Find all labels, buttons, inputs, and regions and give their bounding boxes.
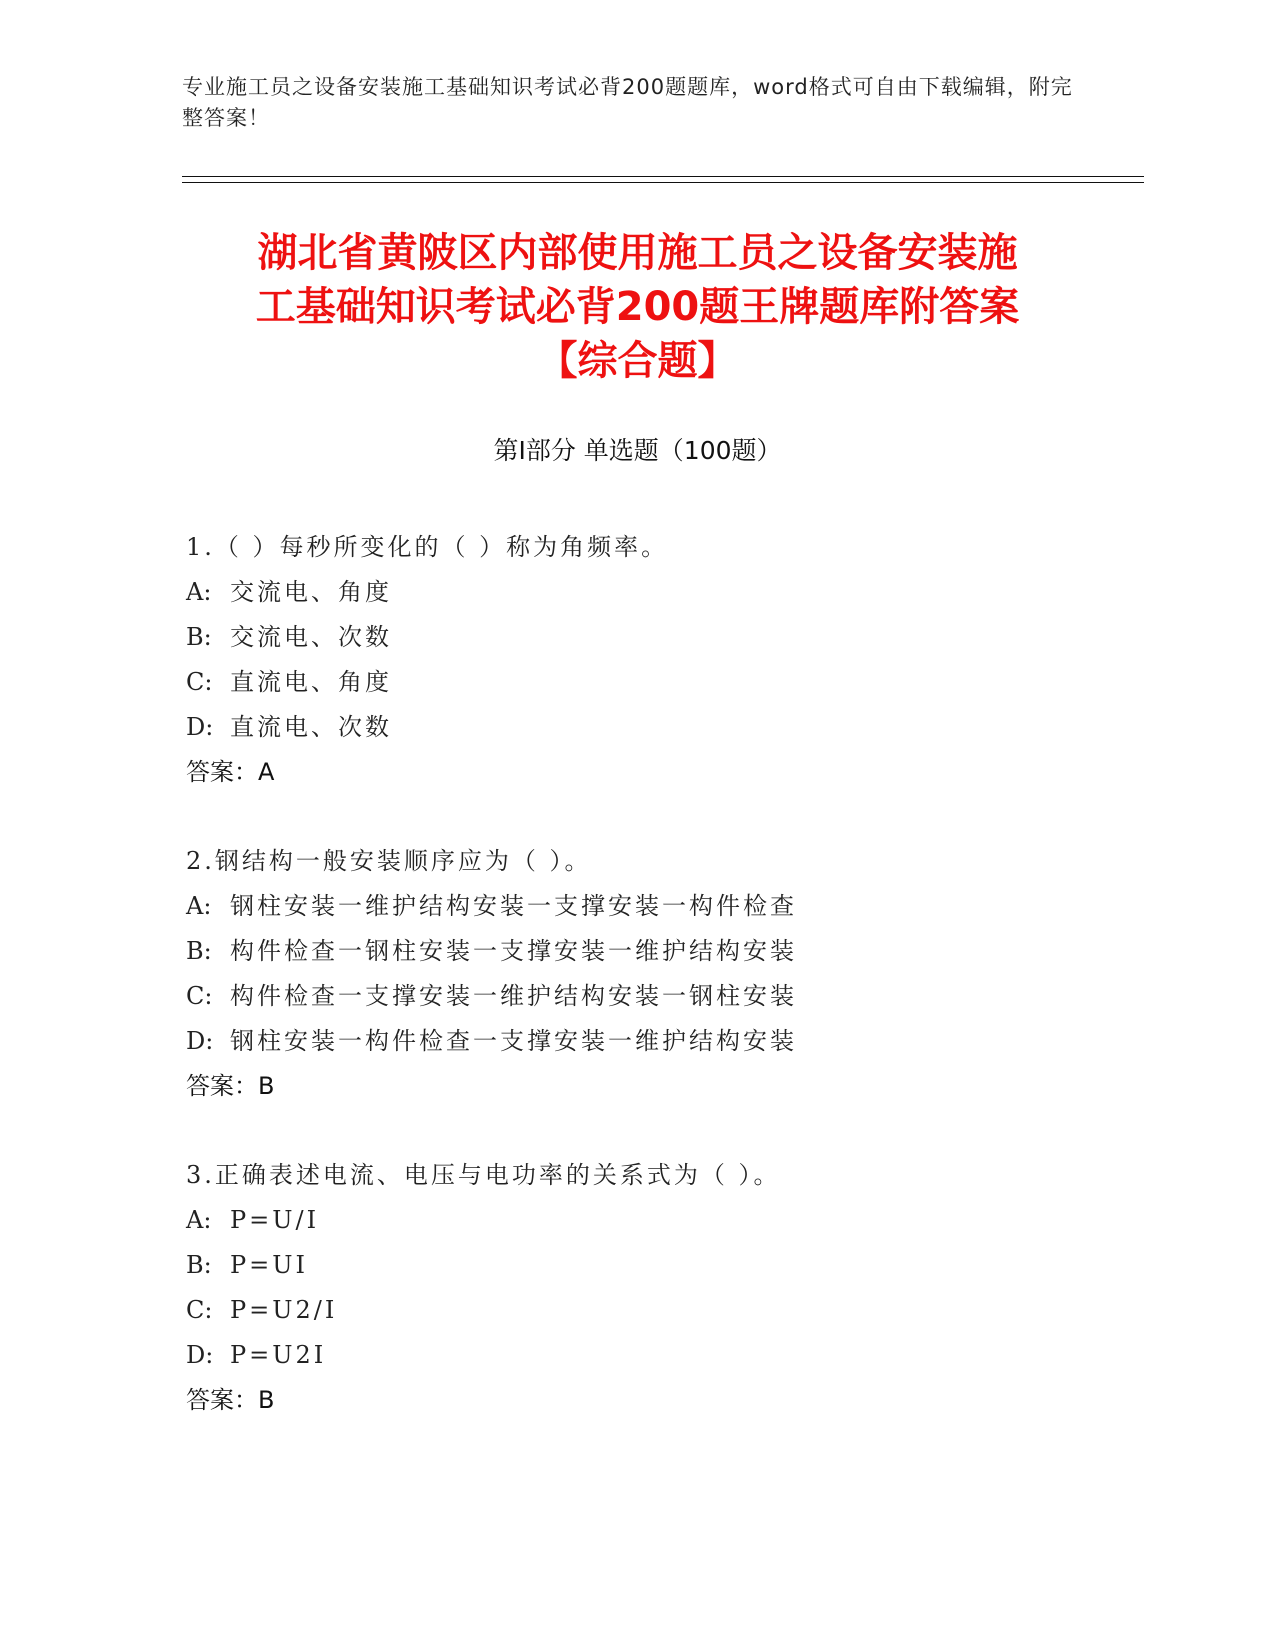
option-letter: D:: [186, 1341, 214, 1369]
answer-line: [186, 750, 1086, 795]
title-line-1: 湖北省黄陂区内部使用施工员之设备安装施: [257, 230, 1018, 276]
header-note: 专业施工员之设备安装施工基础知识考试必背200题题库，word格式可自由下载编辑，附完整答案！: [182, 75, 1073, 130]
answer-value: B: [258, 1386, 275, 1414]
option-c: [186, 974, 1086, 1019]
answer-value: B: [258, 1072, 275, 1100]
option-text: 直流电、角度: [230, 668, 392, 696]
option-text: 构件检查一钢柱安装一支撑安装一维护结构安装: [230, 937, 797, 965]
option-text: P=U2/I: [230, 1296, 338, 1324]
option-c: [186, 660, 1086, 705]
option-letter: D:: [186, 713, 214, 741]
option-text: 直流电、次数: [230, 713, 392, 741]
option-letter: C:: [186, 982, 213, 1010]
option-letter: C:: [186, 1296, 213, 1324]
option-a: [186, 1198, 1086, 1243]
option-letter: B:: [186, 1251, 212, 1279]
option-text: P=U/I: [230, 1206, 320, 1234]
option-letter: B:: [186, 623, 212, 651]
option-c: [186, 1288, 1086, 1333]
option-text: 交流电、次数: [230, 623, 392, 651]
question-list: [186, 525, 1086, 1467]
question-stem: 2.钢结构一般安装顺序应为（ ）。: [186, 847, 592, 875]
header-divider-top: [182, 176, 1144, 177]
answer-line: [186, 1378, 1086, 1423]
title-line-3: 【综合题】: [537, 338, 738, 384]
question-1: [186, 525, 1086, 795]
option-letter: D:: [186, 1027, 214, 1055]
answer-value: A: [258, 758, 275, 786]
option-letter: C:: [186, 668, 213, 696]
answer-label: 答案：: [186, 758, 258, 786]
option-d: [186, 705, 1086, 750]
option-text: P=U2I: [230, 1341, 327, 1369]
answer-line: [186, 1064, 1086, 1109]
option-a: [186, 884, 1086, 929]
option-b: [186, 1243, 1086, 1288]
header-divider-bottom: [182, 182, 1144, 183]
option-b: [186, 929, 1086, 974]
option-a: [186, 570, 1086, 615]
option-d: [186, 1333, 1086, 1378]
option-d: [186, 1019, 1086, 1064]
option-letter: A:: [186, 1206, 212, 1234]
option-text: 构件检查一支撑安装一维护结构安装一钢柱安装: [230, 982, 797, 1010]
section-heading: 第Ⅰ部分 单选题（100题）: [493, 436, 782, 465]
document-title: [150, 226, 1125, 388]
option-text: 钢柱安装一构件检查一支撑安装一维护结构安装: [230, 1027, 797, 1055]
question-2: [186, 839, 1086, 1109]
option-text: 交流电、角度: [230, 578, 392, 606]
question-stem: 3.正确表述电流、电压与电功率的关系式为（ ）。: [186, 1161, 781, 1189]
answer-label: 答案：: [186, 1386, 258, 1414]
option-letter: A:: [186, 892, 212, 920]
option-letter: A:: [186, 578, 212, 606]
option-letter: B:: [186, 937, 212, 965]
title-line-2: 工基础知识考试必背200题王牌题库附答案: [255, 284, 1020, 330]
option-text: P=UI: [230, 1251, 308, 1279]
question-3: [186, 1153, 1086, 1423]
option-text: 钢柱安装一维护结构安装一支撑安装一构件检查: [230, 892, 797, 920]
option-b: [186, 615, 1086, 660]
answer-label: 答案：: [186, 1072, 258, 1100]
question-stem: 1.（ ）每秒所变化的（ ）称为角频率。: [186, 533, 669, 561]
